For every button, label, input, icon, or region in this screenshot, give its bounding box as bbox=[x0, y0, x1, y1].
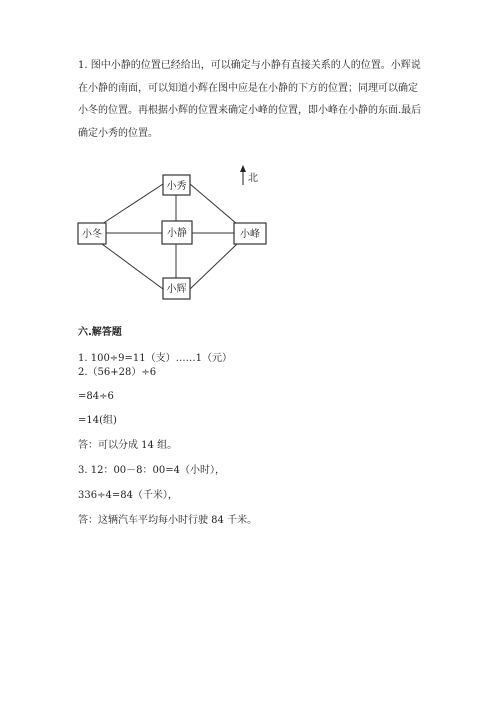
node-label-top: 小秀 bbox=[166, 181, 187, 192]
answer-line: 答：可以分成 14 组。 bbox=[78, 440, 178, 451]
section-heading: 六.解答题 bbox=[78, 327, 122, 338]
answer-line: 3. 12：00－8：00=4（小时）， bbox=[78, 465, 225, 476]
explanation-line: 确定小秀的位置。 bbox=[78, 128, 158, 139]
node-label-right: 小峰 bbox=[240, 229, 260, 240]
edge-top-left bbox=[102, 184, 163, 224]
answer-line: 1. 100÷9=11（支）……1（元） bbox=[78, 353, 233, 364]
north-arrow-icon bbox=[240, 165, 246, 185]
answer-line: =84÷6 bbox=[78, 391, 114, 402]
edge-left-bottom bbox=[102, 244, 163, 289]
explanation-line: 在小静的南面，可以知道小辉在图中应是在小静的下方的位置；同理可以确定 bbox=[78, 83, 418, 94]
edge-top-right bbox=[190, 184, 237, 224]
edge-right-bottom bbox=[190, 244, 237, 289]
node-label-center: 小静 bbox=[167, 228, 187, 239]
answer-line: 336÷4=84（千米）， bbox=[78, 490, 178, 501]
explanation-line: 小冬的位置。再根据小辉的位置来确定小峰的位置，即小峰在小静的东面.最后 bbox=[78, 105, 422, 116]
node-label-bottom: 小辉 bbox=[166, 284, 187, 295]
answer-line: 答：这辆汽车平均每小时行驶 84 千米。 bbox=[78, 515, 258, 526]
explanation-line: 1. 图中小静的位置已经给出，可以确定与小静有直接关系的人的位置。小辉说 bbox=[78, 60, 421, 71]
answer-line: 2.（56+28）÷6 bbox=[78, 367, 157, 378]
node-label-left: 小冬 bbox=[82, 229, 102, 240]
north-label: 北 bbox=[248, 173, 258, 184]
answer-line: =14(组) bbox=[78, 415, 117, 426]
